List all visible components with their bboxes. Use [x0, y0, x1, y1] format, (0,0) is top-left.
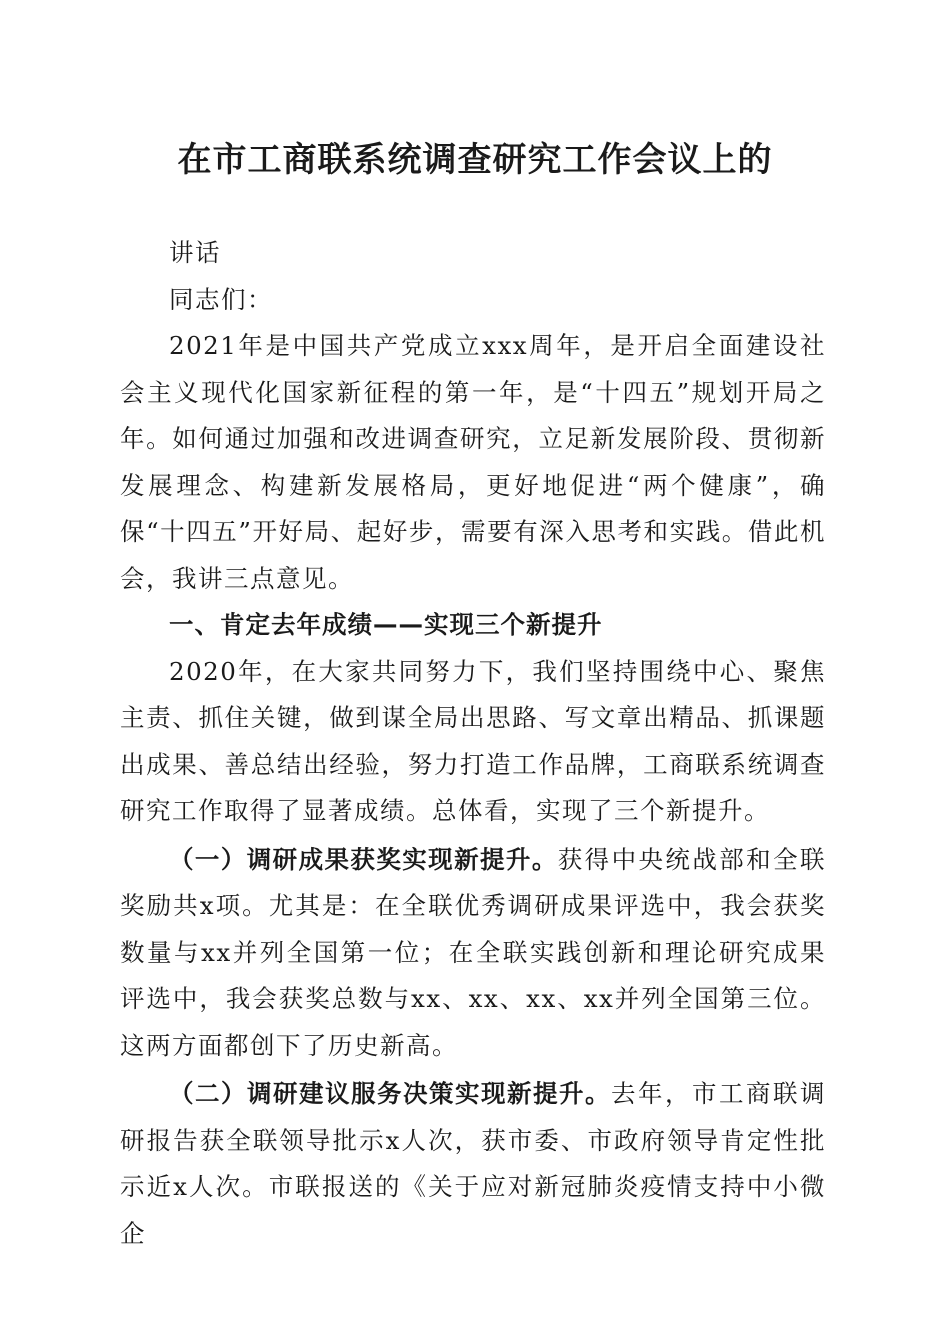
- point-1-lead: （一）调研成果获奖实现新提升。: [169, 844, 558, 874]
- document-body: [120, 230, 826, 1257]
- point-2-text: 去年，市工商联调研报告获全联领导批示x人次，获市委、市政府领导肯定性批示近x人次。市联报送的《关于应对新冠肺炎疫情支持中小微企: [120, 1079, 826, 1248]
- intro-paragraph: 2021年是中国共产党成立xxx周年，是开启全面建设社会主义现代化国家新征程的第一年，是“十四五”规划开局之年。如何通过加强和改进调查研究，立足新发展阶段、贯彻新发展理念、构建新发展格局，更好地促进“两个健康”，确保“十四五”开好局、起好步，需要有深入思考和实践。借此机会，我讲三点意见。: [120, 331, 826, 593]
- document-subtitle: 讲话: [169, 238, 221, 267]
- salutation: 同志们：: [169, 284, 273, 314]
- section-heading-1: 一、肯定去年成绩——实现三个新提升: [169, 610, 603, 639]
- point-2-lead: （二）调研建议服务决策实现新提升。: [169, 1079, 611, 1108]
- document-title: 在市工商联系统调查研究工作会议上的: [177, 140, 773, 180]
- point-2-paragraph: [120, 1071, 826, 1257]
- point-1-paragraph: [120, 837, 826, 1070]
- point-1-text: 获得中央统战部和全联奖励共x项。尤其是：在全联优秀调研成果评选中，我会获奖数量与xx并列全国第一位；在全联实践创新和理论研究成果评选中，我会获奖总数与xx、xx、xx、xx并列全国第三位。这两方面都创下了历史新高。: [120, 844, 826, 1060]
- section1-intro-paragraph: 2020年，在大家共同努力下，我们坚持围绕中心、聚焦主责、抓住关键，做到谋全局出思路、写文章出精品、抓课题出成果、善总结出经验，努力打造工作品牌，工商联系统调查研究工作取得了显著成绩。总体看，实现了三个新提升。: [120, 656, 826, 825]
